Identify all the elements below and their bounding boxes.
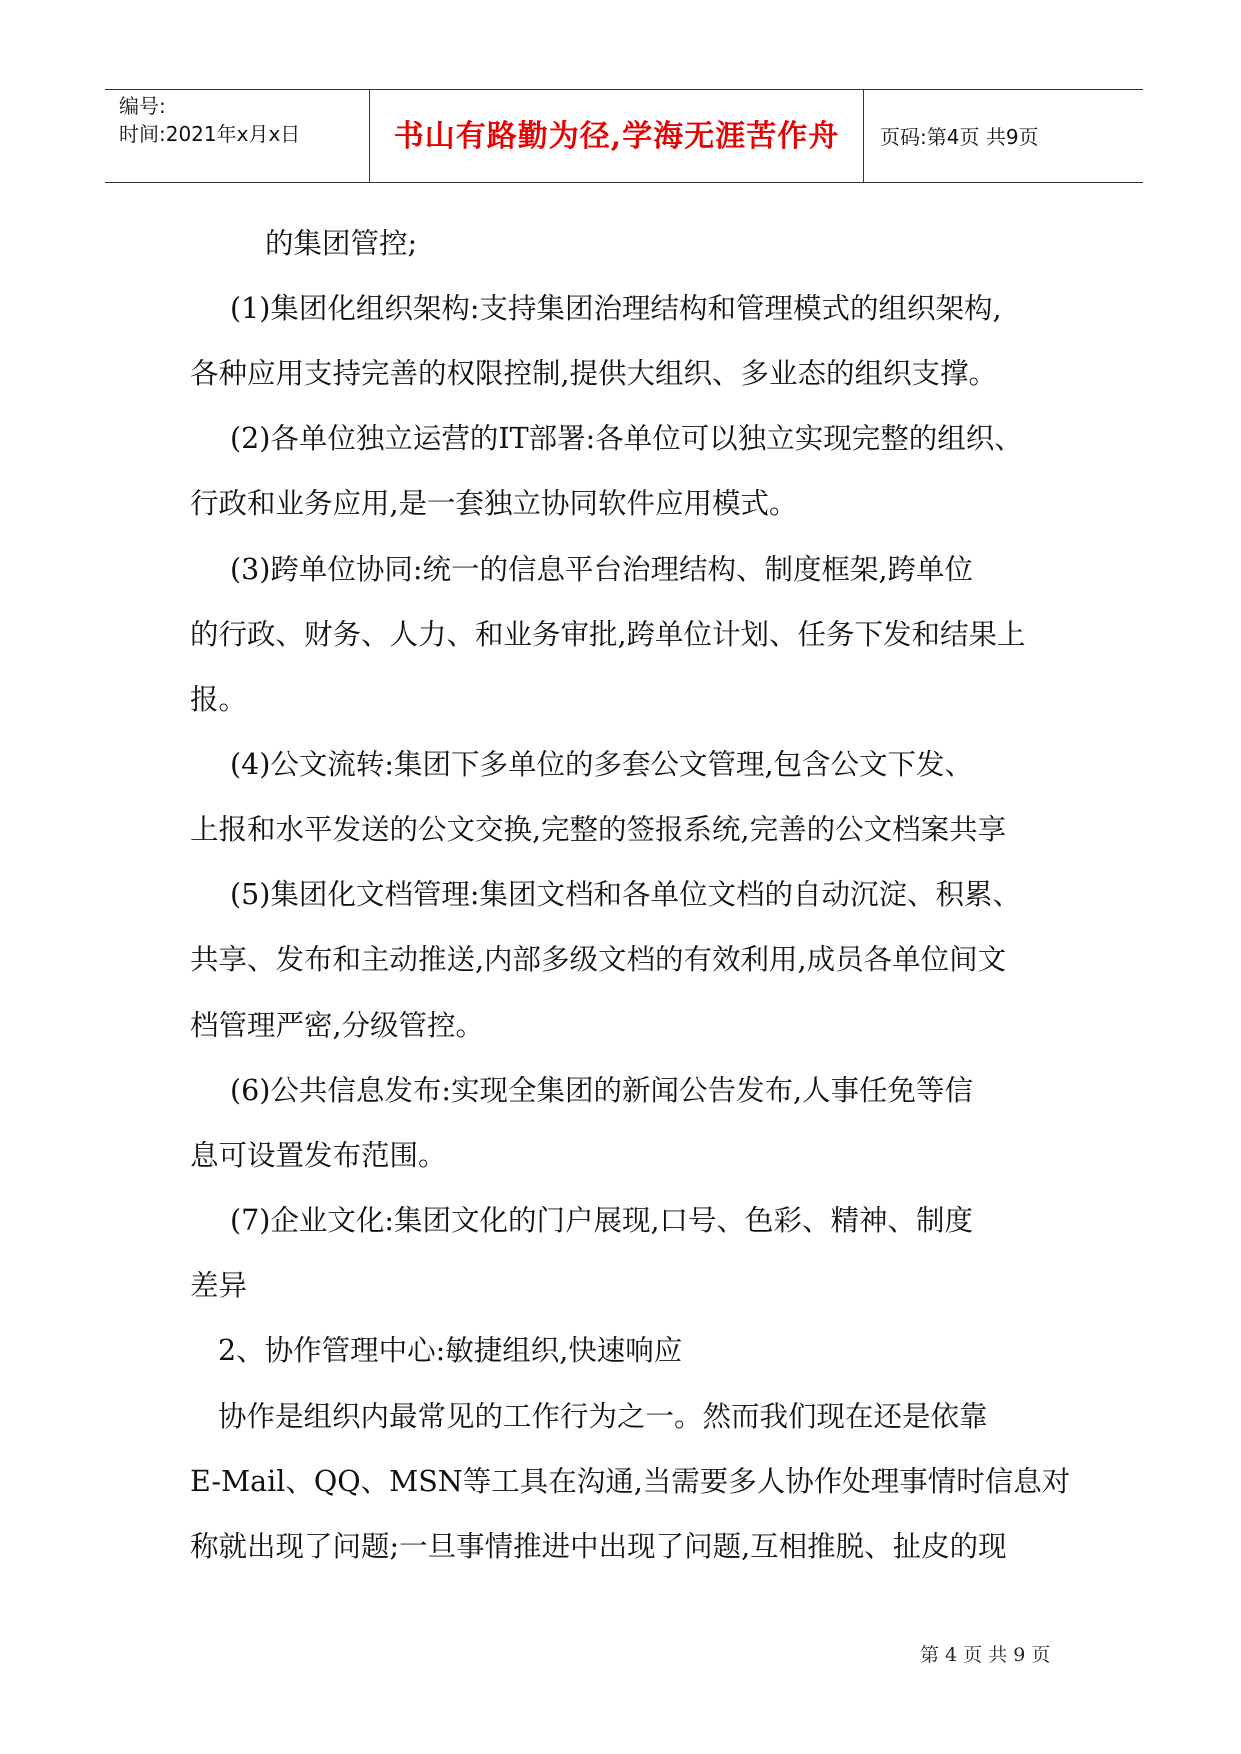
body-line: 上报和水平发送的公文交换,完整的签报系统,完善的公文档案共享 <box>190 813 1007 846</box>
body-line: 行政和业务应用,是一套独立协同软件应用模式。 <box>190 487 798 520</box>
body-line: 的行政、财务、人力、和业务审批,跨单位计划、任务下发和结果上 <box>190 618 1026 651</box>
body-line: (6)公共信息发布:实现全集团的新闻公告发布,人事任免等信 <box>230 1074 974 1107</box>
header-motto: 书山有路勤为径,学海无涯苦作舟 <box>393 119 840 154</box>
header-page-code: 页码:第4页 共9页 <box>880 125 1039 149</box>
body-line: 息可设置发布范围。 <box>190 1139 447 1172</box>
body-line: 各种应用支持完善的权限控制,提供大组织、多业态的组织支撑。 <box>190 357 998 390</box>
body-line: 报。 <box>190 683 248 716</box>
page-header <box>105 89 1143 183</box>
body-line: (5)集团化文档管理:集团文档和各单位文档的自动沉淀、积累、 <box>230 878 1021 911</box>
body-line: 称就出现了问题;一旦事情推进中出现了问题,互相推脱、扯皮的现 <box>190 1530 1007 1563</box>
body-line: (7)企业文化:集团文化的门户展现,口号、色彩、精神、制度 <box>230 1204 974 1237</box>
body-line: (1)集团化组织架构:支持集团治理结构和管理模式的组织架构, <box>230 292 1002 325</box>
header-motto-cell <box>370 90 864 182</box>
body-line: 的集团管控; <box>265 227 418 260</box>
header-page-code-cell <box>864 90 1143 182</box>
body-line: 协作是组织内最常见的工作行为之一。然而我们现在还是依靠 <box>218 1400 988 1433</box>
header-meta-cell <box>105 90 370 182</box>
footer-page-number: 第 4 页 共 9 页 <box>920 1644 1051 1666</box>
body-line: 差异 <box>190 1269 248 1302</box>
body-line: 共享、发布和主动推送,内部多级文档的有效利用,成员各单位间文 <box>190 943 1007 976</box>
document-number-label: 编号: <box>119 94 166 118</box>
document-time-label: 时间:2021年x月x日 <box>119 122 301 146</box>
body-line: (3)跨单位协同:统一的信息平台治理结构、制度框架,跨单位 <box>230 553 974 586</box>
body-line: (4)公文流转:集团下多单位的多套公文管理,包含公文下发、 <box>230 748 974 781</box>
section-heading: 2、协作管理中心:敏捷组织,快速响应 <box>218 1334 683 1367</box>
body-line: E-Mail、QQ、MSN等工具在沟通,当需要多人协作处理事情时信息对 <box>190 1465 1071 1498</box>
body-line: (2)各单位独立运营的IT部署:各单位可以独立实现完整的组织、 <box>230 422 1023 455</box>
body-line: 档管理严密,分级管控。 <box>190 1009 485 1042</box>
